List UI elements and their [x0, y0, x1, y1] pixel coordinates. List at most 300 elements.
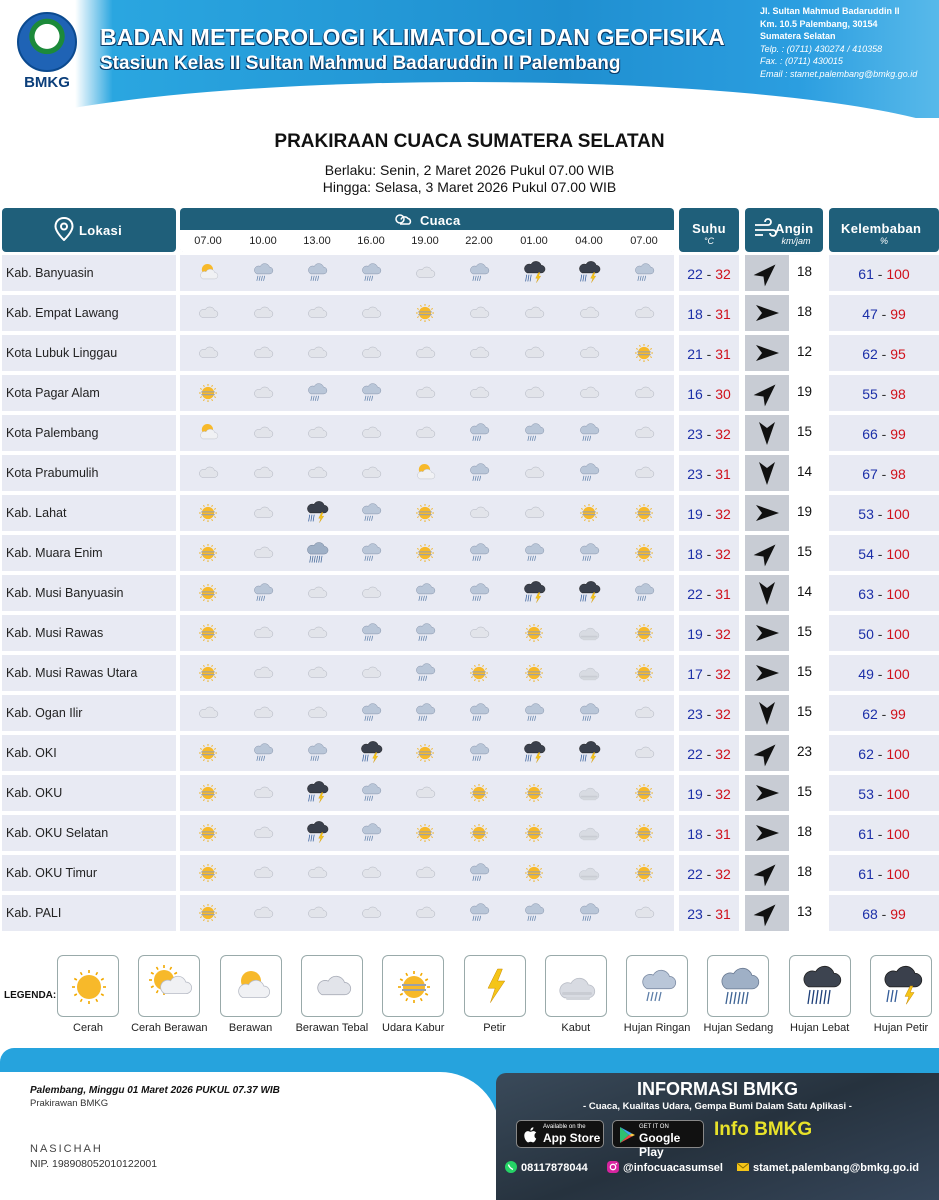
udara-kabur-icon — [519, 819, 549, 847]
temp-min: 22 — [687, 586, 703, 602]
berawan-tebal-icon — [248, 619, 278, 647]
humidity-min: 63 — [858, 586, 874, 602]
table-row — [2, 495, 939, 531]
berawan-tebal-icon — [410, 419, 440, 447]
humidity-range: 66 - 99 — [862, 426, 906, 442]
location-cell — [2, 535, 176, 571]
hujan-ringan-icon — [574, 899, 604, 927]
berawan-tebal-icon — [629, 899, 659, 927]
kabut-icon — [574, 659, 604, 687]
berawan-tebal-icon — [356, 899, 386, 927]
udara-kabur-icon — [193, 499, 223, 527]
valid-to: Hingga: Selasa, 3 Maret 2026 Pukul 07.00 WIB — [322, 179, 617, 195]
temp-max: 32 — [715, 626, 731, 642]
whatsapp-contact[interactable] — [504, 1161, 588, 1175]
location-cell — [2, 655, 176, 691]
temp-min: 18 — [687, 546, 703, 562]
legend-icon-box — [626, 955, 688, 1017]
berawan-tebal-icon — [248, 659, 278, 687]
hujan-ringan-icon — [633, 962, 683, 1012]
weather-cells — [180, 255, 674, 291]
humidity-range: 61 - 100 — [858, 826, 910, 842]
email-address: stamet.palembang@bmkg.go.id — [753, 1161, 919, 1174]
hujan-petir-icon — [574, 579, 604, 607]
humidity-range: 67 - 98 — [862, 466, 906, 482]
hujan-ringan-icon — [464, 579, 494, 607]
humidity-cell — [829, 335, 939, 371]
temp-min: 19 — [687, 626, 703, 642]
kelembaban-unit: % — [879, 236, 888, 246]
table-row — [2, 855, 939, 891]
berawan-tebal-icon — [248, 419, 278, 447]
temp-max: 32 — [715, 426, 731, 442]
appstore-small-text: Available on the — [543, 1124, 586, 1130]
wind-direction — [745, 335, 789, 371]
cerah-berawan-icon — [145, 962, 195, 1012]
humidity-max: 100 — [886, 506, 910, 522]
hujan-ringan-icon — [302, 379, 332, 407]
temperature-range: 23 - 31 — [687, 466, 731, 482]
berawan-tebal-icon — [302, 899, 332, 927]
temp-max: 32 — [715, 746, 731, 762]
wind-direction-arrow-icon — [753, 459, 781, 487]
temp-max: 31 — [715, 906, 731, 922]
kabut-icon — [574, 859, 604, 887]
udara-kabur-icon — [193, 859, 223, 887]
wind-direction-arrow-icon — [753, 379, 781, 407]
hujan-petir-icon — [519, 579, 549, 607]
wind-direction-arrow-icon — [753, 619, 781, 647]
org-title: BADAN METEOROLOGI KLIMATOLOGI DAN GEOFISIKA — [100, 24, 725, 50]
hujan-ringan-icon — [519, 539, 549, 567]
hujan-ringan-icon — [464, 459, 494, 487]
berawan-tebal-icon — [356, 579, 386, 607]
udara-kabur-icon — [629, 499, 659, 527]
wind-cell — [745, 375, 823, 411]
temp-min: 16 — [687, 386, 703, 402]
wind-cell — [745, 655, 823, 691]
table-row — [2, 775, 939, 811]
legend-item-label: Hujan Sedang — [703, 1022, 774, 1034]
humidity-max: 100 — [886, 626, 910, 642]
wind-cell — [745, 695, 823, 731]
wind-cell — [745, 255, 823, 291]
udara-kabur-icon — [410, 299, 440, 327]
humidity-min: 49 — [858, 666, 874, 682]
wind-direction — [745, 375, 789, 411]
wind-speed: 15 — [797, 544, 813, 559]
org-subtitle: Stasiun Kelas II Sultan Mahmud Badaruddin II Palembang — [100, 53, 621, 74]
temperature-range: 22 - 32 — [687, 266, 731, 282]
humidity-range: 62 - 99 — [862, 706, 906, 722]
time-slot-label: 16.00 — [357, 235, 385, 247]
berawan-tebal-icon — [248, 899, 278, 927]
berawan-tebal-icon — [302, 419, 332, 447]
bmkg-logo-text: BMKG — [24, 74, 70, 91]
wind-direction — [745, 735, 789, 771]
wind-cell — [745, 895, 823, 931]
table-row — [2, 455, 939, 491]
wind-direction-arrow-icon — [753, 899, 781, 927]
temp-min: 22 — [687, 746, 703, 762]
weather-cells — [180, 495, 674, 531]
udara-kabur-icon — [629, 619, 659, 647]
whatsapp-icon — [504, 1160, 518, 1174]
berawan-tebal-icon — [302, 459, 332, 487]
app-store-badge[interactable] — [516, 1120, 604, 1148]
instagram-handle: @infocuacasumsel — [623, 1161, 723, 1174]
location-cell — [2, 895, 176, 931]
google-play-badge[interactable] — [612, 1120, 704, 1159]
instagram-contact[interactable] — [606, 1161, 723, 1175]
udara-kabur-icon — [193, 739, 223, 767]
berawan-tebal-icon — [519, 299, 549, 327]
wind-speed: 14 — [797, 584, 813, 599]
humidity-cell — [829, 535, 939, 571]
hujan-sedang-icon — [714, 962, 764, 1012]
humidity-cell — [829, 415, 939, 451]
hujan-petir-icon — [356, 739, 386, 767]
weather-header-icon — [394, 213, 412, 227]
table-row — [2, 655, 939, 691]
humidity-min: 55 — [862, 386, 878, 402]
hujan-ringan-icon — [356, 259, 386, 287]
column-header-lokasi — [2, 208, 176, 252]
legend-item — [536, 955, 616, 1034]
udara-kabur-icon — [519, 859, 549, 887]
berawan-tebal-icon — [629, 299, 659, 327]
udara-kabur-icon — [410, 539, 440, 567]
berawan-tebal-icon — [410, 379, 440, 407]
temperature-cell — [679, 735, 739, 771]
google-play-icon — [618, 1126, 636, 1144]
legend-icon-box — [870, 955, 932, 1017]
hujan-ringan-icon — [248, 579, 278, 607]
berawan-tebal-icon — [248, 339, 278, 367]
temperature-range: 16 - 30 — [687, 386, 731, 402]
legend-item-label: Kabut — [561, 1022, 591, 1034]
email-icon — [736, 1160, 750, 1174]
wind-direction — [745, 295, 789, 331]
instagram-icon — [606, 1160, 620, 1174]
humidity-range: 62 - 100 — [858, 746, 910, 762]
hujan-petir-icon — [302, 779, 332, 807]
humidity-cell — [829, 375, 939, 411]
location-name: Kota Prabumulih — [6, 466, 99, 480]
wind-direction — [745, 775, 789, 811]
weather-cells — [180, 895, 674, 931]
legend-icon-box — [789, 955, 851, 1017]
hujan-ringan-icon — [302, 259, 332, 287]
udara-kabur-icon — [389, 962, 439, 1012]
column-header-cuaca — [180, 208, 674, 252]
berawan-tebal-icon — [248, 299, 278, 327]
temperature-range: 22 - 31 — [687, 586, 731, 602]
humidity-range: 63 - 100 — [858, 586, 910, 602]
weather-cells — [180, 775, 674, 811]
berawan-tebal-icon — [519, 379, 549, 407]
hujan-ringan-icon — [464, 739, 494, 767]
fax-text: Fax. : (0711) 430015 — [760, 56, 843, 66]
berawan-tebal-icon — [248, 379, 278, 407]
address-line: Jl. Sultan Mahmud Badaruddin II — [760, 6, 900, 16]
humidity-cell — [829, 775, 939, 811]
hujan-ringan-icon — [519, 419, 549, 447]
humidity-range: 50 - 100 — [858, 626, 910, 642]
berawan-tebal-icon — [248, 539, 278, 567]
play-big-text: Google Play — [639, 1131, 681, 1159]
time-slot-label: 07.00 — [194, 235, 222, 247]
temperature-range: 21 - 31 — [687, 346, 731, 362]
location-cell — [2, 735, 176, 771]
temperature-range: 23 - 32 — [687, 426, 731, 442]
berawan-tebal-icon — [302, 699, 332, 727]
temp-max: 32 — [715, 546, 731, 562]
legend-icon-box — [707, 955, 769, 1017]
temp-max: 30 — [715, 386, 731, 402]
berawan-icon — [193, 419, 223, 447]
wind-direction-arrow-icon — [753, 259, 781, 287]
udara-kabur-icon — [464, 659, 494, 687]
wind-direction — [745, 655, 789, 691]
humidity-cell — [829, 695, 939, 731]
humidity-min: 62 — [862, 706, 878, 722]
hujan-ringan-icon — [629, 259, 659, 287]
berawan-tebal-icon — [410, 259, 440, 287]
hujan-petir-icon — [302, 819, 332, 847]
wind-cell — [745, 615, 823, 651]
wind-direction-arrow-icon — [753, 779, 781, 807]
hujan-ringan-icon — [464, 539, 494, 567]
wind-direction-arrow-icon — [753, 579, 781, 607]
berawan-tebal-icon — [302, 339, 332, 367]
udara-kabur-icon — [193, 619, 223, 647]
wind-direction-arrow-icon — [753, 699, 781, 727]
temperature-cell — [679, 775, 739, 811]
berawan-tebal-icon — [574, 379, 604, 407]
humidity-max: 99 — [890, 426, 906, 442]
suhu-label: Suhu — [692, 221, 726, 236]
humidity-cell — [829, 735, 939, 771]
petir-icon — [471, 962, 521, 1012]
wind-direction-arrow-icon — [753, 659, 781, 687]
udara-kabur-icon — [519, 779, 549, 807]
hujan-ringan-icon — [519, 699, 549, 727]
weather-cells — [180, 375, 674, 411]
time-slot-label: 07.00 — [630, 235, 658, 247]
wind-speed: 15 — [797, 624, 813, 639]
temp-min: 23 — [687, 706, 703, 722]
temperature-cell — [679, 655, 739, 691]
hujan-ringan-icon — [356, 379, 386, 407]
humidity-min: 47 — [862, 306, 878, 322]
humidity-max: 99 — [890, 306, 906, 322]
weather-cells — [180, 655, 674, 691]
berawan-tebal-icon — [302, 859, 332, 887]
berawan-tebal-icon — [248, 819, 278, 847]
temperature-cell — [679, 335, 739, 371]
humidity-max: 100 — [886, 546, 910, 562]
legend-item — [48, 955, 128, 1034]
info-bmkg-panel — [496, 1073, 939, 1200]
location-name: Kab. OKU — [6, 786, 63, 800]
berawan-tebal-icon — [356, 339, 386, 367]
wind-speed: 19 — [797, 384, 813, 399]
hujan-sedang-icon — [302, 539, 332, 567]
humidity-range: 68 - 99 — [862, 906, 906, 922]
legend-icon-box — [57, 955, 119, 1017]
berawan-tebal-icon — [248, 459, 278, 487]
apple-icon — [522, 1126, 540, 1144]
hujan-ringan-icon — [248, 259, 278, 287]
hujan-ringan-icon — [356, 619, 386, 647]
legend-item — [861, 955, 939, 1034]
table-row — [2, 415, 939, 451]
location-cell — [2, 695, 176, 731]
berawan-tebal-icon — [629, 379, 659, 407]
location-name: Kab. OKI — [6, 746, 57, 760]
temp-min: 18 — [687, 826, 703, 842]
weather-cells — [180, 455, 674, 491]
berawan-tebal-icon — [574, 299, 604, 327]
humidity-max: 95 — [890, 346, 906, 362]
location-name: Kab. OKU Timur — [6, 866, 97, 880]
table-row — [2, 375, 939, 411]
wind-cell — [745, 735, 823, 771]
weather-cells — [180, 415, 674, 451]
temp-min: 18 — [687, 306, 703, 322]
humidity-cell — [829, 575, 939, 611]
location-cell — [2, 455, 176, 491]
temp-min: 17 — [687, 666, 703, 682]
humidity-min: 50 — [858, 626, 874, 642]
berawan-tebal-icon — [629, 739, 659, 767]
location-name: Kab. Musi Banyuasin — [6, 586, 124, 600]
location-cell — [2, 335, 176, 371]
wind-direction-arrow-icon — [753, 859, 781, 887]
wind-speed: 18 — [797, 264, 813, 279]
wind-speed: 18 — [797, 304, 813, 319]
wind-direction — [745, 575, 789, 611]
humidity-max: 100 — [886, 586, 910, 602]
column-header-kelembaban — [829, 208, 939, 252]
berawan-tebal-icon — [356, 859, 386, 887]
humidity-range: 54 - 100 — [858, 546, 910, 562]
hujan-ringan-icon — [464, 859, 494, 887]
play-small-text: GET IT ON — [639, 1124, 669, 1130]
kelembaban-label: Kelembaban — [841, 221, 922, 236]
berawan-tebal-icon — [464, 299, 494, 327]
wind-cell — [745, 575, 823, 611]
legend-icon-box — [545, 955, 607, 1017]
humidity-max: 100 — [886, 826, 910, 842]
temp-max: 31 — [715, 586, 731, 602]
humidity-cell — [829, 895, 939, 931]
berawan-tebal-icon — [302, 659, 332, 687]
kabut-icon — [574, 779, 604, 807]
berawan-tebal-icon — [356, 419, 386, 447]
berawan-tebal-icon — [193, 699, 223, 727]
weather-cells — [180, 735, 674, 771]
location-name: Kab. Muara Enim — [6, 546, 103, 560]
table-row — [2, 695, 939, 731]
table-row — [2, 335, 939, 371]
temperature-range: 18 - 32 — [687, 546, 731, 562]
wind-direction — [745, 535, 789, 571]
berawan-tebal-icon — [308, 962, 358, 1012]
appstore-big-text: App Store — [543, 1131, 601, 1145]
udara-kabur-icon — [193, 379, 223, 407]
temperature-range: 22 - 32 — [687, 746, 731, 762]
temp-min: 23 — [687, 466, 703, 482]
table-row — [2, 735, 939, 771]
udara-kabur-icon — [193, 539, 223, 567]
temperature-range: 23 - 32 — [687, 706, 731, 722]
whatsapp-number: 08117878044 — [521, 1161, 588, 1174]
location-cell — [2, 575, 176, 611]
wind-cell — [745, 815, 823, 851]
wind-cell — [745, 295, 823, 331]
temperature-range: 19 - 32 — [687, 786, 731, 802]
temp-max: 31 — [715, 306, 731, 322]
temperature-range: 19 - 32 — [687, 626, 731, 642]
table-row — [2, 575, 939, 611]
wind-speed: 15 — [797, 424, 813, 439]
legend-item — [292, 955, 372, 1034]
temp-min: 22 — [687, 266, 703, 282]
wind-speed: 23 — [797, 744, 813, 759]
berawan-tebal-icon — [302, 579, 332, 607]
weather-cells — [180, 575, 674, 611]
wind-speed: 12 — [797, 344, 813, 359]
humidity-range: 55 - 98 — [862, 386, 906, 402]
hujan-ringan-icon — [574, 459, 604, 487]
berawan-icon — [410, 459, 440, 487]
email-contact[interactable] — [736, 1161, 919, 1175]
legend-item — [129, 955, 209, 1034]
location-name: Kab. Empat Lawang — [6, 306, 119, 320]
berawan-tebal-icon — [464, 499, 494, 527]
lokasi-label: Lokasi — [79, 223, 122, 238]
wind-cell — [745, 335, 823, 371]
wind-direction — [745, 815, 789, 851]
location-name: Kab. PALI — [6, 906, 62, 920]
humidity-cell — [829, 495, 939, 531]
berawan-tebal-icon — [248, 499, 278, 527]
wind-direction — [745, 895, 789, 931]
temperature-range: 23 - 31 — [687, 906, 731, 922]
temperature-cell — [679, 815, 739, 851]
temp-max: 32 — [715, 506, 731, 522]
hujan-petir-icon — [877, 962, 927, 1012]
humidity-max: 100 — [886, 266, 910, 282]
legend-icon-box — [220, 955, 282, 1017]
wind-speed: 18 — [797, 824, 813, 839]
address-line: Km. 10.5 Palembang, 30154 — [760, 18, 878, 29]
humidity-max: 99 — [890, 906, 906, 922]
location-cell — [2, 375, 176, 411]
temperature-cell — [679, 535, 739, 571]
table-row — [2, 535, 939, 571]
udara-kabur-icon — [574, 499, 604, 527]
legend-item-label: Cerah Berawan — [131, 1022, 208, 1034]
location-name: Kota Palembang — [6, 426, 99, 440]
udara-kabur-icon — [464, 819, 494, 847]
temp-min: 22 — [687, 866, 703, 882]
temperature-cell — [679, 615, 739, 651]
berawan-tebal-icon — [193, 299, 223, 327]
temperature-cell — [679, 455, 739, 491]
